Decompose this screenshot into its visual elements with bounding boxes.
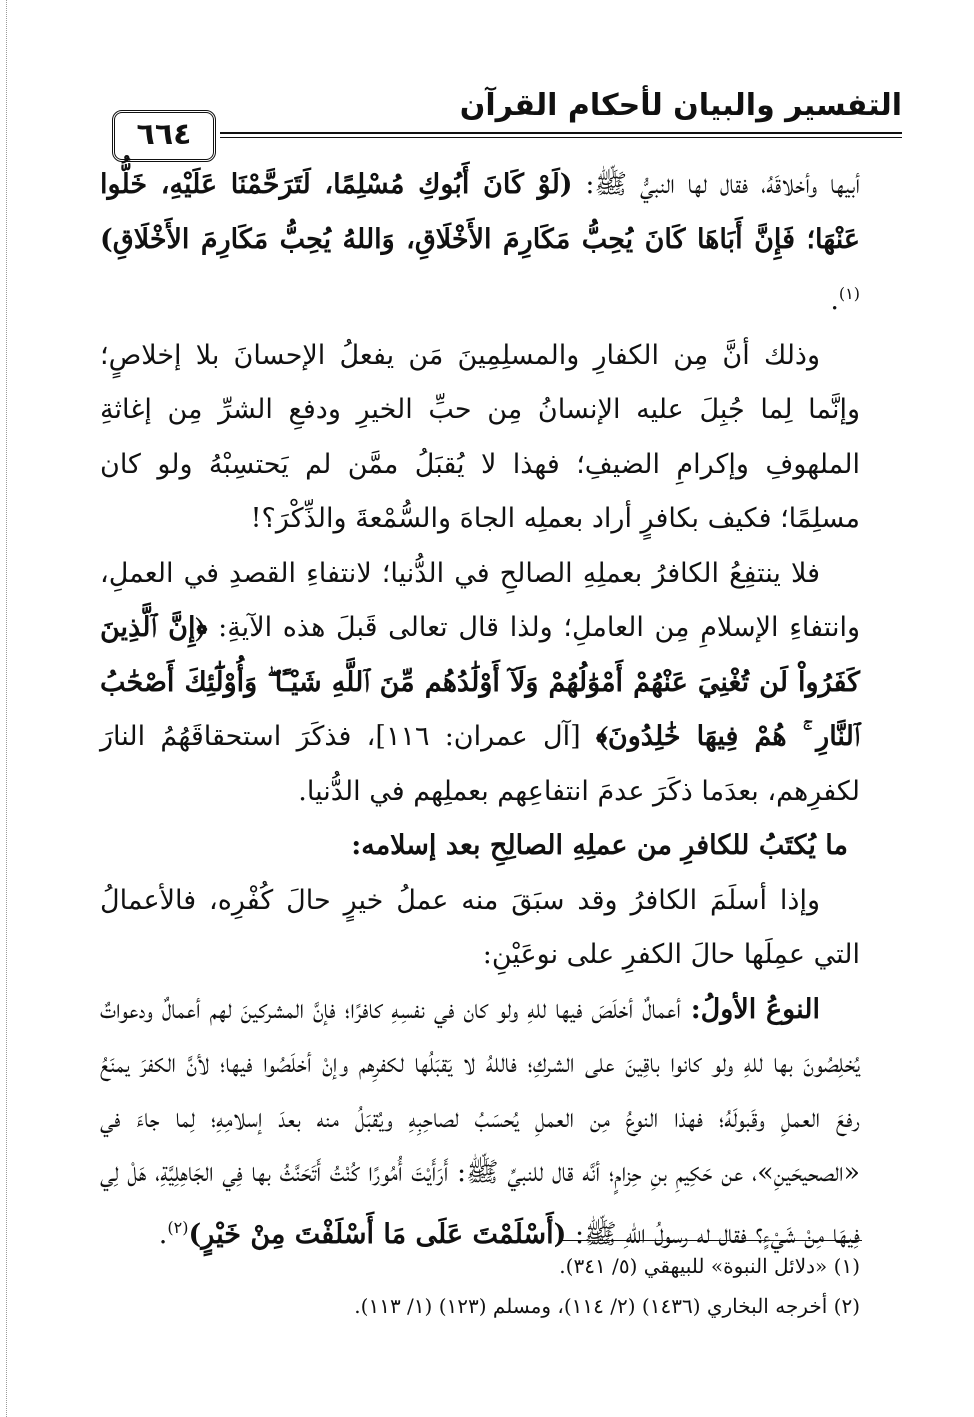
verse-reference: [آل عمران: ١١٦] — [375, 721, 596, 752]
footnote-text: «دلائل النبوة» للبيهقي (٥/ ٣٤١). — [559, 1254, 828, 1278]
hadith-quote: (لَوْ كَانَ أَبُوكِ مُسْلِمًا، لَتَرَحَّمْنَا عَلَيْهِ، خَلُّوا عَنْهَا؛ فَإِنَّ أَبَاهَا كَانَ يُحِبُّ مَكَارِمَ الأَخْلَاقِ، وَاللهُ يُحِبُّ مَكَارِمَ الأَخْلَاقِ) — [100, 169, 860, 255]
section-heading: ما يُكتَبُ للكافرِ من عملِهِ الصالِحِ بعد إسلامه: — [351, 830, 848, 861]
running-title: التفسير والبيان لأحكام القرآن — [459, 88, 902, 123]
footnote-number: (١) — [833, 1254, 860, 1278]
header-rule — [220, 132, 902, 134]
footnote-separator — [562, 1240, 862, 1241]
paragraph-2: وذلك أنَّ مِن الكفارِ والمسلِمِينَ مَن يفعلُ الإحسانَ بلا إخلاصٍ؛ وإنَّما لِما جُبِلَ عليه الإنسانُ مِن حبِّ الخيرِ ودفعِ الشرِّ مِن إغاثةِ الملهوفِ وإكرامِ الضيفِ؛ فهذا لا يُقبَلُ ممَّن لم يَحتسِبْهُ ولو كان مسلِمًا؛ فكيف بكافرٍ أراد بعملِه الجاهَ والسُّمْعةَ والذِّكْرَ؟! — [100, 339, 861, 534]
p1-end: . — [830, 285, 839, 316]
footnote-1 — [100, 1246, 860, 1286]
footnote-number: (٢) — [833, 1294, 860, 1318]
footnote-text: أخرجه البخاري (١٤٣٦) (٢/ ١١٤)، ومسلم (١٢٣) (١/ ١١٣). — [354, 1294, 828, 1318]
p3-text-end: ، فذكَرَ استحقاقَهُمُ النارَ لكفرِهم، بعدَما ذكَرَ عدمَ انتفاعِهم بعملِهم في الدُّنيا. — [100, 721, 860, 807]
p5-text-mid: فقال له رسولُ اللهِ ﷺ: — [566, 1218, 756, 1250]
paragraph-5 — [100, 983, 860, 1263]
p3-text: فلا ينتفِعُ الكافرُ بعملِهِ الصالحِ في الدُّنيا؛ لانتفاءِ القصدِ في العملِ، وانتفاءِ الإسلامِ مِن العاملِ؛ ولذا قال تعالى قَبلَ هذه الآيةِ: — [100, 557, 860, 643]
paragraph-3 — [100, 547, 860, 820]
quran-verse: ﴿إِنَّ ٱلَّذِينَ كَفَرُواْ لَن تُغْنِيَ عَنْهُمْ أَمْوَٰلُهُمْ وَلَآ أَوْلَٰدُهُم مِّنَ ٱللَّهِ شَيْـًٔا ۖ وَأُوْلَٰٓئِكَ أَصْحَٰبُ ٱلنَّارِ ۚ هُمْ فِيهَا خَٰلِدُونَ﴾ — [100, 612, 860, 752]
hakim-question: أَرَأَيْتَ أُمُورًا كُنْتُ أَتَحَنَّثُ بها فِي الجَاهِلِيَّةِ، هَلْ لِي فِيهَا مِنْ شَيْءٍ؟ — [100, 1157, 860, 1250]
p5-text: أعمالٌ أخلَصَ فيها للهِ ولو كان في نفسِهِ كافرًا؛ فإنَّ المشركينَ لهم أعمالٌ ودعواتٌ يُخلِصُونَ بها للهِ ولو كانوا باقِينَ على الشركِ؛ فاللهُ لا يَقبَلُها لكفرِهم وإنْ أخلَصُوا فيها؛ لأنَّ الكفرَ يمنَعُ رفعَ العملِ وقَبولَهُ؛ فهذا النوعُ مِن العملِ يُحسَبُ لصاحِبِهِ ويُقبَلُ منه بعدَ إسلامِهِ؛ لِما جاءَ في «الصحيحَينِ»، عن حَكِيمِ بنِ حِزامٍ؛ أنَّه قال للنبيِّ ﷺ: — [100, 993, 860, 1188]
footnote-ref-1: (١) — [838, 284, 860, 303]
main-text — [100, 158, 860, 1262]
type-one-label: النوعُ الأولُ: — [680, 993, 820, 1025]
page-number: ٦٦٤ — [112, 110, 216, 162]
footnote-2 — [100, 1286, 860, 1326]
p1-text: أبيها وأخلاقَهُ، فقال لها النبيُّ ﷺ: — [572, 169, 860, 200]
footnotes — [100, 1246, 860, 1326]
paragraph-1 — [100, 158, 860, 329]
header-rule-thin — [220, 137, 902, 138]
paragraph-4: وإذا أسلَمَ الكافرُ وقد سبَقَ منه عملُ خيرٍ حالَ كُفْرِه، فالأعمالُ التي عمِلَها حالَ الكفرِ على نوعَيْنِ: — [100, 884, 860, 970]
page-edge — [0, 0, 7, 1417]
p5-end: . — [158, 1218, 168, 1250]
footnote-ref-2: (٢) — [167, 1217, 189, 1237]
prophet-answer: (أَسْلَمْتَ عَلَى مَا أَسْلَفْتَ مِنْ خَيْرٍ) — [188, 1218, 567, 1250]
